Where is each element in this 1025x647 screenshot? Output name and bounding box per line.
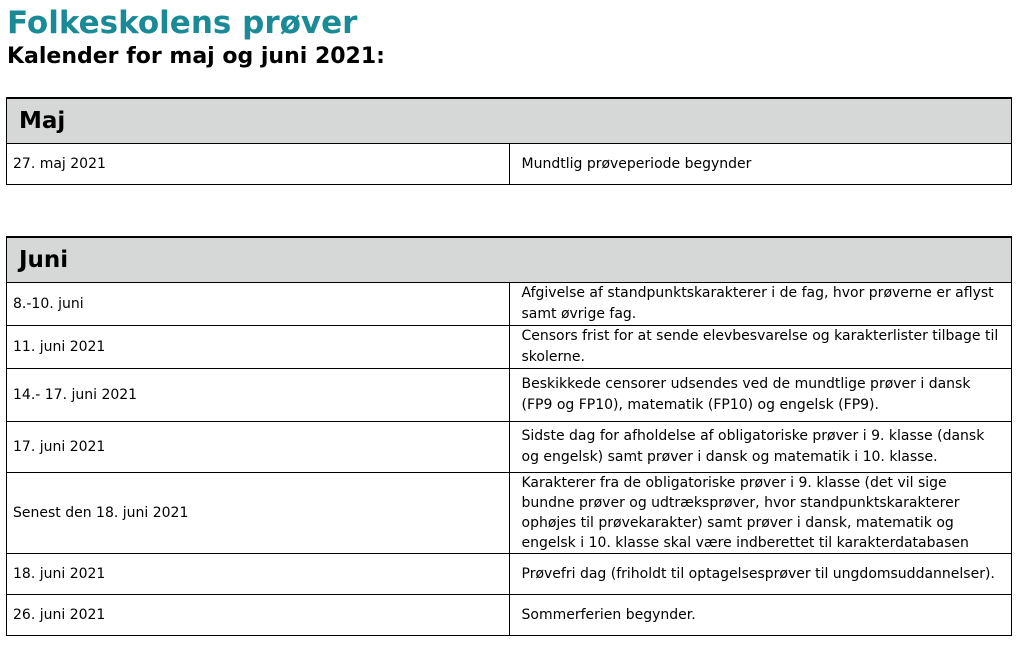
- month-heading-maj: Maj: [7, 98, 1012, 144]
- event-date: 18. juni 2021: [7, 554, 510, 595]
- event-date: 11. juni 2021: [7, 326, 510, 369]
- calendar-table-maj: [6, 97, 1012, 185]
- table-row: [7, 595, 1012, 636]
- page-title: Folkeskolens prøver: [7, 5, 358, 41]
- event-description: Beskikkede censorer udsendes ved de mundtlige prøver i dansk (FP9 og FP10), matematik (FP10) og engelsk (FP9).: [509, 369, 1012, 422]
- table-row: [7, 144, 1012, 185]
- event-date: 14.- 17. juni 2021: [7, 369, 510, 422]
- event-date: 17. juni 2021: [7, 422, 510, 473]
- table-row: [7, 422, 1012, 473]
- event-date: Senest den 18. juni 2021: [7, 473, 510, 554]
- table-row: [7, 283, 1012, 326]
- event-date: 8.-10. juni: [7, 283, 510, 326]
- event-description: Sommerferien begynder.: [509, 595, 1012, 636]
- table-row: [7, 326, 1012, 369]
- event-description: Afgivelse af standpunktskarakterer i de fag, hvor prøverne er aflyst samt øvrige fag.: [509, 283, 1012, 326]
- event-date: 26. juni 2021: [7, 595, 510, 636]
- month-header-row: [7, 237, 1012, 283]
- month-header-row: [7, 98, 1012, 144]
- event-description: Karakterer fra de obligatoriske prøver i 9. klasse (det vil sige bundne prøver og udtræksprøver, hvor standpunktskarakterer ophøjes til prøvekarakter) samt prøver i dansk, matematik og engelsk i 10. klasse skal være indberettet til karakterdatabasen: [509, 473, 1012, 554]
- event-description: Censors frist for at sende elevbesvarelse og karakterlister tilbage til skolerne.: [509, 326, 1012, 369]
- event-date: 27. maj 2021: [7, 144, 510, 185]
- table-row: [7, 554, 1012, 595]
- page-subtitle: Kalender for maj og juni 2021:: [7, 44, 385, 69]
- month-heading-juni: Juni: [7, 237, 1012, 283]
- event-description: Mundtlig prøveperiode begynder: [509, 144, 1012, 185]
- calendar-table-juni: [6, 236, 1012, 636]
- event-description: Prøvefri dag (friholdt til optagelsesprøver til ungdomsuddannelser).: [509, 554, 1012, 595]
- table-row: [7, 369, 1012, 422]
- table-row: [7, 473, 1012, 554]
- event-description: Sidste dag for afholdelse af obligatoriske prøver i 9. klasse (dansk og engelsk) samt prøver i dansk og matematik i 10. klasse.: [509, 422, 1012, 473]
